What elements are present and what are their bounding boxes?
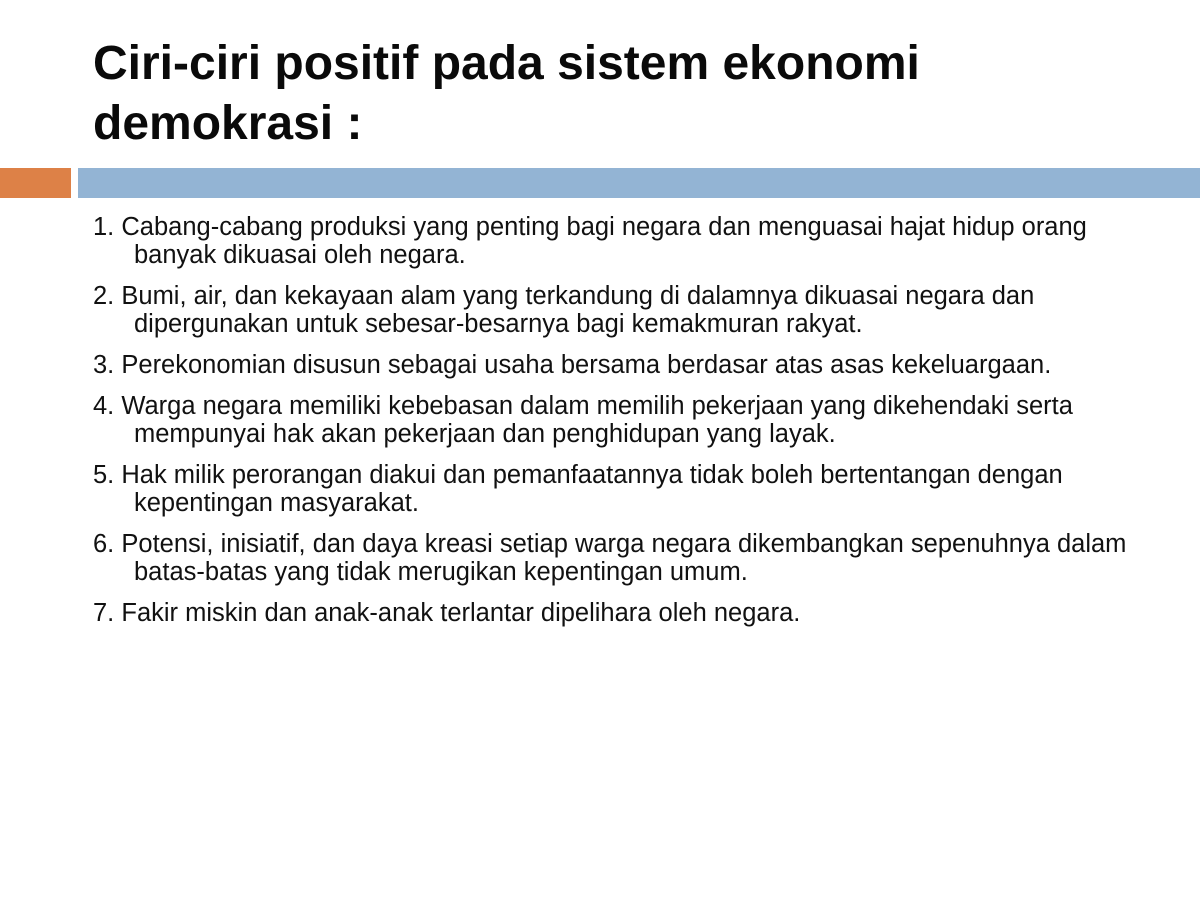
- item-text: Hak milik perorangan diakui dan pemanfaatannya tidak boleh bertentangan dengan kepentingan masyarakat.: [121, 461, 1063, 517]
- item-text: Potensi, inisiatif, dan daya kreasi setiap warga negara dikembangkan sepenuhnya dalam batas-batas yang tidak merugikan kepentingan umum.: [121, 530, 1127, 586]
- item-number: 6.: [93, 530, 115, 558]
- item-number: 3.: [93, 351, 115, 379]
- item-number: 7.: [93, 599, 115, 627]
- item-number: 1.: [93, 213, 115, 241]
- item-text: Bumi, air, dan kekayaan alam yang terkandung di dalamnya dikuasai negara dan dipergunakan untuk sebesar-besarnya bagi kemakmuran rakyat.: [121, 282, 1035, 338]
- accent-bar: [0, 168, 71, 198]
- list-item: [93, 282, 1173, 338]
- item-text: Perekonomian disusun sebagai usaha bersama berdasar atas asas kekeluargaan.: [121, 351, 1052, 379]
- item-number: 4.: [93, 392, 115, 420]
- item-text: Fakir miskin dan anak-anak terlantar dipelihara oleh negara.: [121, 599, 801, 627]
- item-number: 5.: [93, 461, 115, 489]
- item-text: Cabang-cabang produksi yang penting bagi negara dan menguasai hajat hidup orang banyak dikuasai oleh negara.: [121, 213, 1087, 269]
- list-item: [93, 530, 1173, 586]
- list-item: [93, 351, 1173, 379]
- list-item: [93, 599, 1173, 627]
- slide-title: Ciri-ciri positif pada sistem ekonomi demokrasi :: [93, 37, 920, 150]
- bullet-list: [93, 213, 1173, 640]
- title-divider-bar: [78, 168, 1200, 198]
- list-item: [93, 461, 1173, 517]
- list-item: [93, 213, 1173, 269]
- item-text: Warga negara memiliki kebebasan dalam memilih pekerjaan yang dikehendaki serta mempunyai hak akan pekerjaan dan penghidupan yang layak.: [121, 392, 1073, 448]
- list-item: [93, 392, 1173, 448]
- item-number: 2.: [93, 282, 115, 310]
